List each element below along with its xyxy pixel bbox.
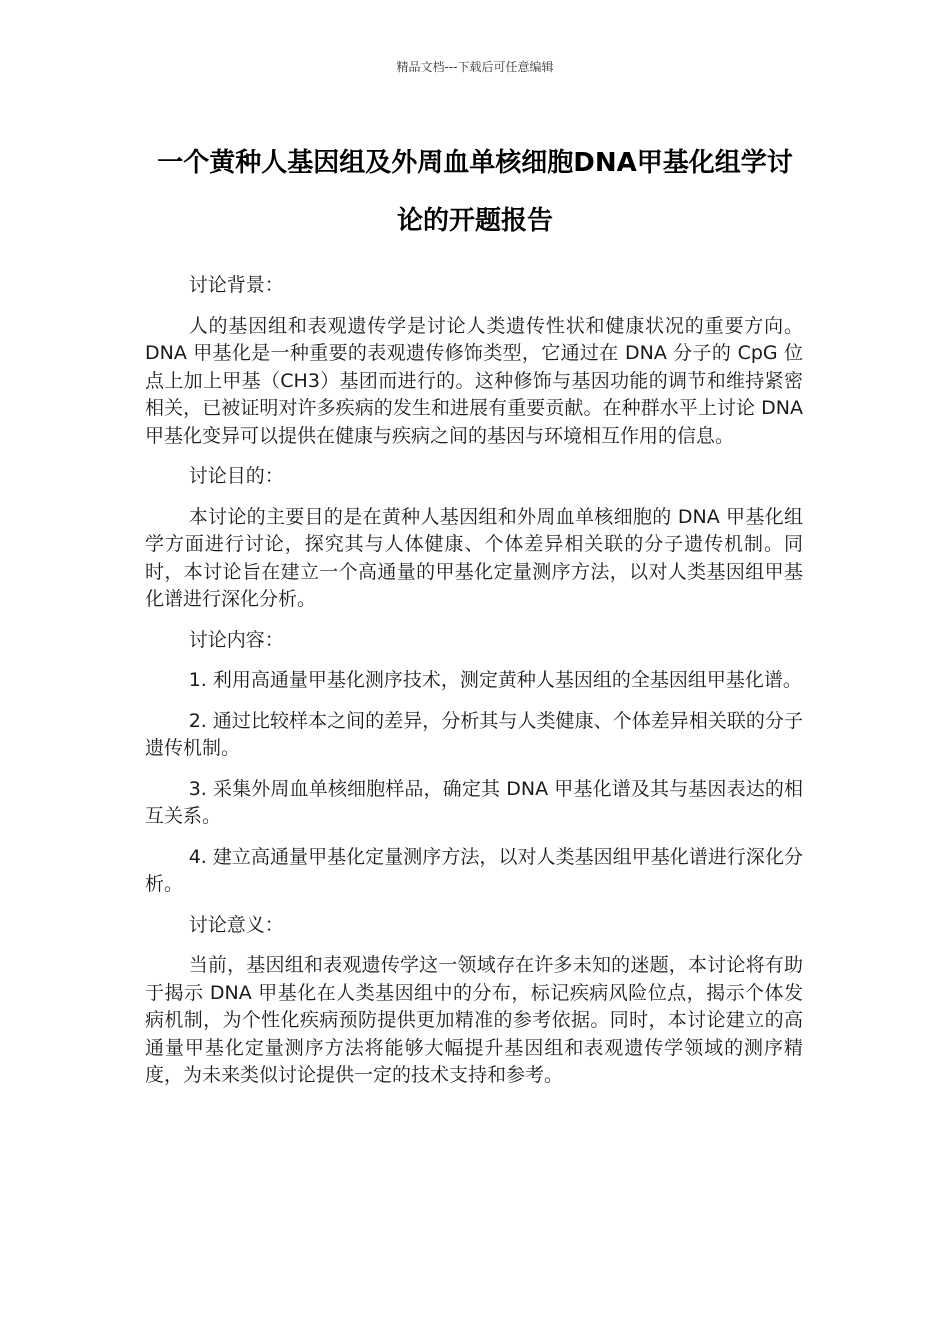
list-item: 3. 采集外周血单核细胞样品，确定其 DNA 甲基化谱及其与基因表达的相互关系。 <box>145 777 803 827</box>
document-title: 一个黄种人基因组及外周血单核细胞DNA甲基化组学讨论的开题报告 <box>157 148 793 236</box>
section-heading-content: 讨论内容： <box>188 628 284 651</box>
section-heading-background: 讨论背景： <box>188 274 284 296</box>
paragraph-significance: 当前，基因组和表观遗传学这一领域存在许多未知的迷题，本讨论将有助于揭示 DNA 甲基化在人类基因组中的分布，标记疾病风险位点，揭示个体发病机制，为个性化疾病预防提供更加精准的参考依据。同时，本讨论建立的高通量甲基化定量测序方法将能够大幅提升基因组和表观遗传学领域的测序精度，为未来类似讨论提供一定的技术支持和参考。 <box>145 954 803 1086</box>
list-item: 2. 通过比较样本之间的差异，分析其与人类健康、个体差异相关联的分子遗传机制。 <box>145 709 803 759</box>
paragraph-purpose: 本讨论的主要目的是在黄种人基因组和外周血单核细胞的 DNA 甲基化组学方面进行讨论，探究其与人体健康、个体差异相关联的分子遗传机制。同时，本讨论旨在建立一个高通量的甲基化定量测序方法，以对人类基因组甲基化谱进行深化分析。 <box>145 505 803 610</box>
list-item: 1. 利用高通量甲基化测序技术，测定黄种人基因组的全基因组甲基化谱。 <box>188 669 802 691</box>
page-header: 精品文档---下载后可任意编辑 <box>396 60 554 74</box>
section-heading-purpose: 讨论目的： <box>188 465 284 487</box>
document-body <box>145 272 803 1103</box>
section-heading-significance: 讨论意义： <box>188 913 284 936</box>
list-item: 4. 建立高通量甲基化定量测序方法，以对人类基因组甲基化谱进行深化分析。 <box>145 845 803 895</box>
paragraph-background: 人的基因组和表观遗传学是讨论人类遗传性状和健康状况的重要方向。DNA 甲基化是一种重要的表观遗传修饰类型，它通过在 DNA 分子的 CpG 位点上加上甲基（CH3）基团而进行的。这种修饰与基因功能的调节和维持紧密相关，已被证明对许多疾病的发生和进展有重要贡献。在种群水平上讨论 DNA 甲基化变异可以提供在健康与疾病之间的基因与环境相互作用的信息。 <box>145 314 803 447</box>
